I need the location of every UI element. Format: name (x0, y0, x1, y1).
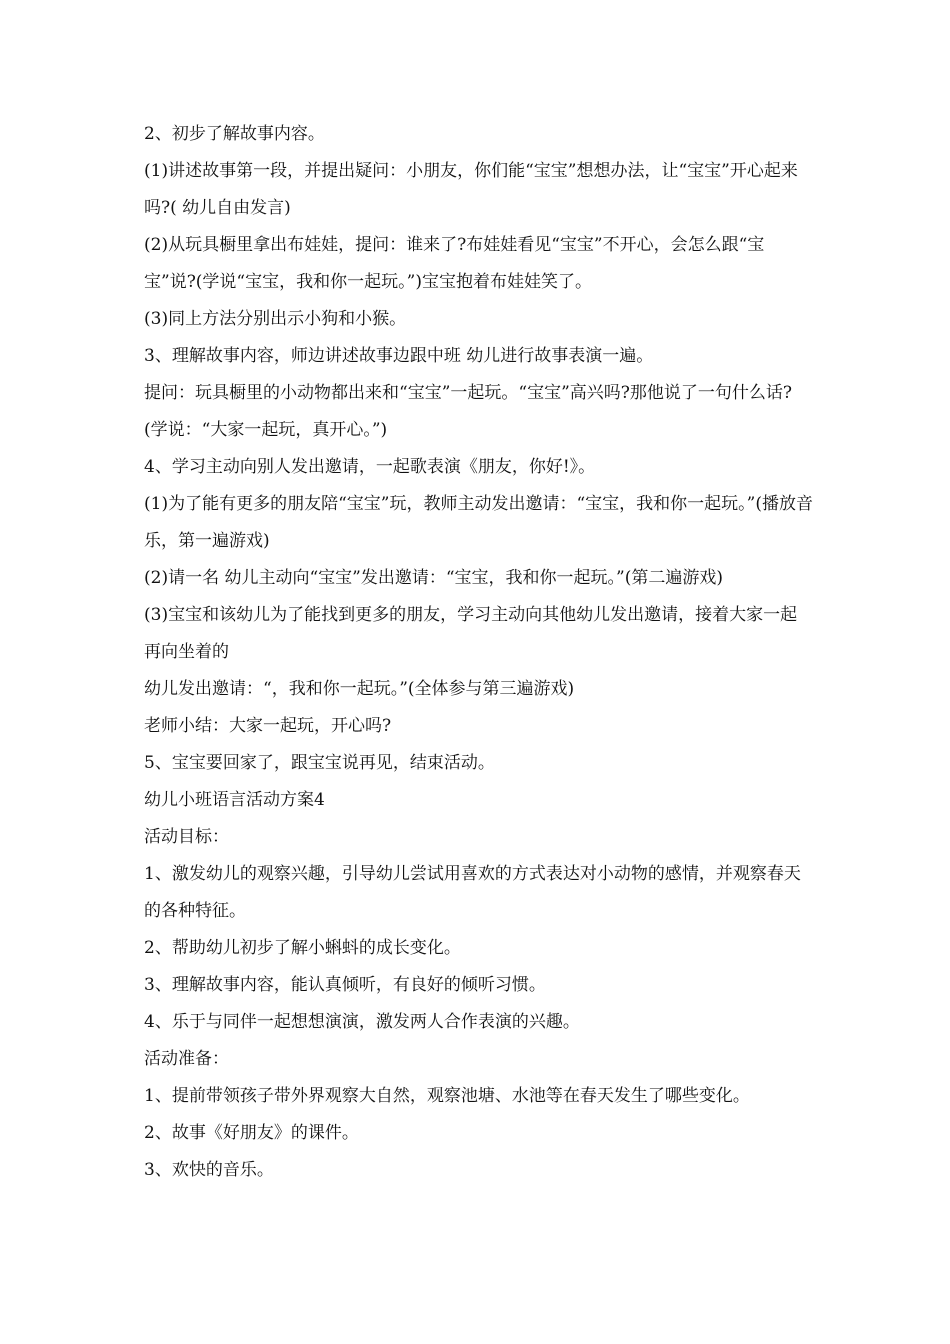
paragraph-step-4-3-cont: 幼儿发出邀请：“，我和你一起玩。”(全体参与第三遍游戏) (144, 679, 575, 699)
goal-item-3: 3、理解故事内容，能认真倾听，有良好的倾听习惯。 (144, 975, 546, 995)
heading-activity-prep: 活动准备： (144, 1049, 229, 1069)
paragraph-step-3: 3、理解故事内容，师边讲述故事边跟中班 幼儿进行故事表演一遍。 (144, 346, 654, 366)
prep-item-1: 1、提前带领孩子带外界观察大自然，观察池塘、水池等在春天发生了哪些变化。 (144, 1086, 750, 1106)
section-title-plan-4: 幼儿小班语言活动方案4 (144, 790, 325, 810)
paragraph-step-4-1: (1)为了能有更多的朋友陪“宝宝”玩，教师主动发出邀请：“宝宝，我和你一起玩。”(播放音乐，第一遍游戏) (144, 494, 813, 551)
paragraph-teacher-summary: 老师小结：大家一起玩，开心吗? (144, 716, 392, 736)
document-body (144, 116, 814, 1189)
goal-item-1: 1、激发幼儿的观察兴趣，引导幼儿尝试用喜欢的方式表达对小动物的感情，并观察春天的各种特征。 (144, 864, 801, 921)
paragraph-step-2-3: (3)同上方法分别出示小狗和小猴。 (144, 309, 407, 329)
paragraph-step-2: 2、初步了解故事内容。 (144, 124, 325, 144)
goal-item-2: 2、帮助幼儿初步了解小蝌蚪的成长变化。 (144, 938, 461, 958)
paragraph-question: 提问：玩具橱里的小动物都出来和“宝宝”一起玩。“宝宝”高兴吗?那他说了一句什么话?(学说：“大家一起玩，真开心。”) (144, 383, 792, 440)
prep-item-3: 3、欢快的音乐。 (144, 1160, 274, 1180)
goal-item-4: 4、乐于与同伴一起想想演演，激发两人合作表演的兴趣。 (144, 1012, 580, 1032)
paragraph-step-4: 4、学习主动向别人发出邀请，一起歌表演《朋友，你好!》。 (144, 457, 596, 477)
paragraph-step-2-1: (1)讲述故事第一段，并提出疑问：小朋友，你们能“宝宝”想想办法，让“宝宝”开心起来吗?( 幼儿自由发言) (144, 161, 798, 218)
paragraph-step-4-3: (3)宝宝和该幼儿为了能找到更多的朋友，学习主动向其他幼儿发出邀请，接着大家一起再向坐着的 (144, 605, 798, 662)
paragraph-step-2-2: (2)从玩具橱里拿出布娃娃，提问：谁来了?布娃娃看见“宝宝”不开心，会怎么跟“宝宝”说?(学说“宝宝，我和你一起玩。”)宝宝抱着布娃娃笑了。 (144, 235, 765, 292)
paragraph-step-5: 5、宝宝要回家了，跟宝宝说再见，结束活动。 (144, 753, 495, 773)
heading-activity-goals: 活动目标： (144, 827, 229, 847)
prep-item-2: 2、故事《好朋友》的课件。 (144, 1123, 359, 1143)
paragraph-step-4-2: (2)请一名 幼儿主动向“宝宝”发出邀请：“宝宝，我和你一起玩。”(第二遍游戏) (144, 568, 724, 588)
